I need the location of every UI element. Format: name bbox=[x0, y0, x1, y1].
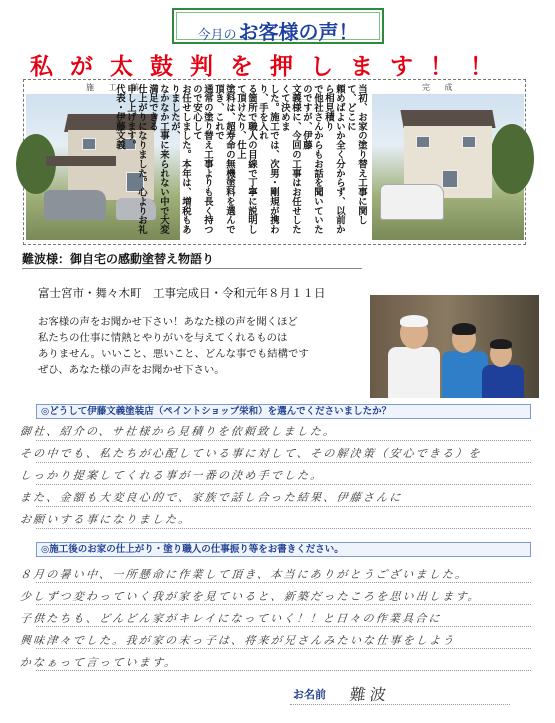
intro-line: ぜひ、あなた様の声をお聞かせ下さい。 bbox=[38, 364, 225, 376]
place-line: 富士宮市・舞々木町 工事完成日・令和元年８月１１日 bbox=[38, 286, 326, 300]
heading-rule bbox=[22, 268, 362, 269]
vertical-column: 代表・伊藤文義 bbox=[114, 84, 125, 150]
title-small: 今月の bbox=[197, 28, 237, 43]
title-inner bbox=[176, 12, 380, 44]
vertical-column: 塗料は、超寿命の無機塗料を選んで頂き、これで bbox=[213, 84, 235, 235]
answer-2-line: かなぁって言っています。 bbox=[19, 656, 179, 669]
answer-1-line: また、金額も大変良心的で、家族で話し合った結果、伊藤さんに bbox=[19, 491, 404, 504]
intro-text bbox=[38, 314, 368, 378]
answer-1-line: 御社、紹介の、サ社様から見積りを依頼致しました。 bbox=[19, 425, 337, 438]
answer-2-line: ８月の暑い中、一所懸命に作業して頂き、本当にありがとうございました。 bbox=[19, 568, 469, 581]
intro-line: お客様の声をお聞かせ下さい！あなた様の声を聞くほど bbox=[38, 316, 298, 328]
vertical-column: 当初、お家の塗り替え工事に関して、どこに bbox=[345, 84, 367, 225]
headline: 私が太鼓判を押します！！ bbox=[30, 53, 510, 80]
vertical-column: る箇所で職人の目線で丁寧に説明して頂けたり、仕上 bbox=[235, 84, 257, 235]
vertical-message bbox=[114, 84, 367, 240]
vertical-column: で他社さんからもお話を聞いていたのですが、伊藤 bbox=[301, 84, 323, 235]
title-box bbox=[172, 8, 384, 44]
question-1: ◎どうして伊藤文義塗装店（ペイントショップ栄和）を選んでくださいましたか？ bbox=[36, 404, 531, 419]
vertical-column: 仕上がりになりました。心よりお礼申し上げます。 bbox=[125, 84, 147, 235]
question-2: ◎施工後のお家の仕上がり・塗り職人の仕事振り等をお書きください。 bbox=[36, 542, 531, 557]
after-label: 完 成 bbox=[422, 83, 459, 92]
after-photo bbox=[372, 94, 524, 240]
customer-photo bbox=[370, 295, 539, 403]
vertical-column: なかなか工事に来られない中で大変満足できる bbox=[147, 84, 169, 235]
vertical-column: 頼めばよいか全く分からず、以前から相見積り bbox=[323, 84, 345, 235]
page-title: お客様の声！ bbox=[238, 20, 359, 44]
name-label: お名前 bbox=[293, 688, 326, 701]
answer-1-line: その中でも、私たちが心配している事に対して、その解決策（安心できる）を bbox=[19, 447, 483, 460]
story-heading: 難波様：御自宅の感動塗替え物語り bbox=[22, 252, 215, 266]
intro-line: ありません。いいこと、悪いこと、どんな事でも結構です bbox=[38, 348, 309, 360]
vertical-column: お任せしました。本年は、増税もありましたが、 bbox=[169, 84, 191, 235]
intro-line: 私たちの仕事に情熱とやりがいを与えてくれるものは bbox=[38, 332, 288, 344]
vertical-column: した。施工では、次男・剛規が携わり、手を入れ bbox=[257, 84, 279, 235]
answer-1-line: しっかり提案してくれる事が一番の決め手でした。 bbox=[19, 469, 325, 482]
answer-2-line: 子供たちも、どんどん家がキレイになっていく！！と日々の作業具合に bbox=[19, 612, 443, 625]
customer-signature: 難波 bbox=[348, 685, 392, 704]
signature-rule bbox=[290, 704, 510, 705]
answer-2-line: 少しずつ変わっていく我が家を見ていると、新築だったころを思い出します。 bbox=[19, 590, 482, 603]
answer-1-line: お願いする事になりました。 bbox=[19, 513, 193, 526]
before-label: 施 工 前 bbox=[86, 83, 146, 92]
answer-2-line: 興味津々でした。我が家の末っ子は、将来が兄さんみたいな仕事をしよう bbox=[19, 634, 457, 647]
vertical-column: 通常の塗り替え工事よりも長く持つので安心して bbox=[191, 84, 213, 235]
vertical-column: 文義様に、今回の工事はお任せしたくて決めま bbox=[279, 84, 301, 235]
